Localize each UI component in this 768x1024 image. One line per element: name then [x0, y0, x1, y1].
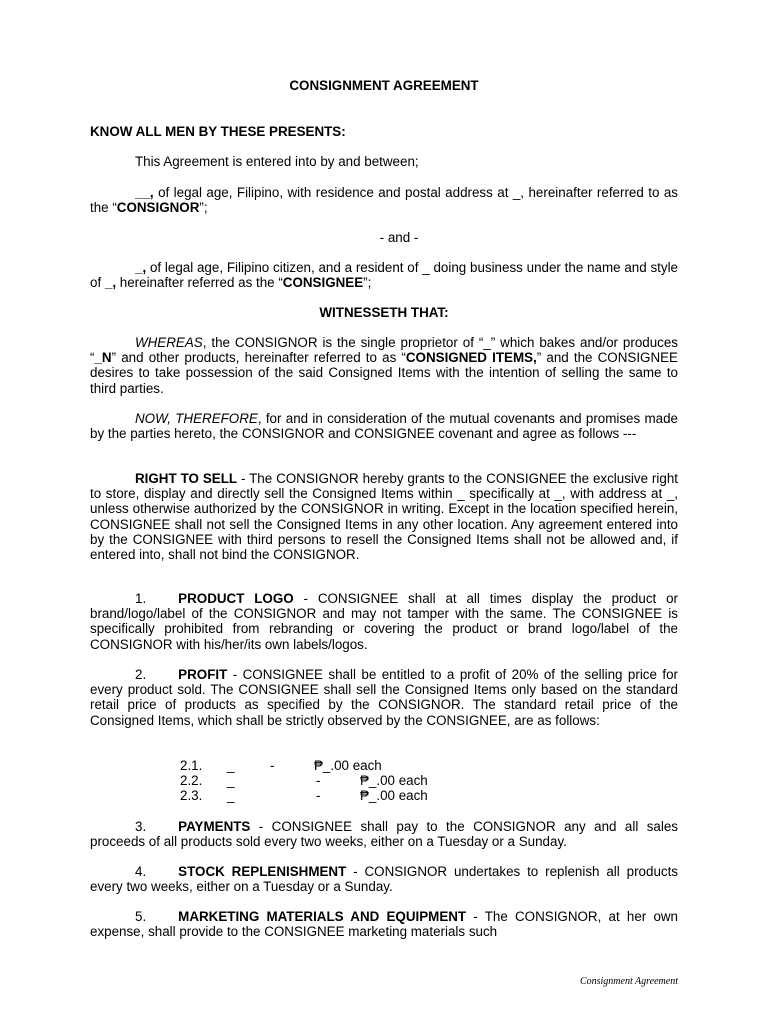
and-separator: - and -	[379, 230, 419, 245]
consignee-end: ”;	[363, 275, 372, 291]
marketing-paragraph	[90, 909, 678, 939]
consignee-paragraph	[90, 260, 678, 290]
price-dash: -	[270, 758, 275, 773]
price-item-blank: _	[227, 758, 235, 773]
section-number: 4.	[135, 864, 147, 879]
product-logo-paragraph	[90, 591, 678, 652]
consignor-text: of legal age, Filipino, with residence and postal address at _, hereinafter referred to as the “	[90, 185, 678, 216]
price-value: ₱_.00 each	[360, 773, 428, 788]
stock-replenishment-text: - CONSIGNOR undertakes to replenish all products every two weeks, either on a Tuesday or a Sunday.	[90, 864, 679, 895]
page-footer: Consignment Agreement	[579, 976, 678, 987]
section-number: 1.	[135, 591, 147, 606]
right-to-sell-text: - The CONSIGNOR hereby grants to the CONSIGNEE the exclusive right to store, display and directly sell the Consigned Items within _ specifically at _, with address at _, unless otherwise authorized by the CONSIGNOR in writing. Except in the location specified herein, CONSIGNEE shall not sell the Consigned Items in any other location. Any agreement entered into by the CONSIGNEE with third persons to resell the Consigned Items shall not be allowed and, if entered into, shall not bind the CONSIGNOR.	[90, 471, 678, 563]
consignor-end: ”;	[199, 200, 208, 216]
consigned-items-term: CONSIGNED ITEMS,	[405, 350, 537, 366]
consignor-paragraph	[90, 185, 678, 215]
price-item-blank: _	[227, 788, 235, 803]
right-to-sell-heading: RIGHT TO SELL	[135, 471, 238, 486]
now-therefore-text: , for and in consideration of the mutual covenants and promises made by the parties hereto, the CONSIGNOR and CONSIGNEE covenant and agree as follows ---	[90, 411, 678, 442]
price-item-blank: _	[227, 773, 235, 788]
profit-heading: PROFIT	[178, 667, 228, 682]
consignee-name-blank: _,	[135, 260, 147, 275]
marketing-text: - The CONSIGNOR, at her own expense, shall provide to the CONSIGNEE marketing materials such	[90, 909, 679, 940]
profit-paragraph	[90, 667, 678, 728]
price-number: 2.2.	[180, 773, 203, 788]
profit-text: - CONSIGNEE shall be entitled to a profit of 20% of the selling price for every product sold. The CONSIGNEE shall sell the Consigned Items only based on the standard retail price of products as specified by the CONSIGNOR. The standard retail price of the Consigned Items, which shall be strictly observed by the CONSIGNEE, are as follows:	[90, 667, 678, 728]
section-number: 3.	[135, 819, 147, 834]
know-all-heading: KNOW ALL MEN BY THESE PRESENTS:	[90, 124, 346, 139]
now-therefore-lead: NOW, THEREFORE	[135, 411, 258, 426]
whereas-text-3: ” and the CONSIGNEE desires to take possession of the said Consigned Items with the intention of selling the same to third parties.	[90, 350, 678, 396]
consignee-text-2: hereinafter referred as the “	[116, 275, 283, 291]
marketing-heading: MARKETING MATERIALS AND EQUIPMENT	[178, 909, 467, 924]
product-logo-heading: PRODUCT LOGO	[178, 591, 294, 606]
payments-paragraph	[90, 819, 678, 849]
consignee-role: CONSIGNEE	[282, 275, 364, 291]
document-title: CONSIGNMENT AGREEMENT	[289, 78, 479, 93]
product-logo-text: - CONSIGNEE shall at all times display the product or brand/logo/label of the CONSIGNOR and may not tamper with the same. The CONSIGNEE is specifically prohibited from rebranding or covering the product or brand logo/label of the CONSIGNOR with his/her/its own labels/logos.	[90, 591, 679, 652]
payments-heading: PAYMENTS	[178, 819, 251, 834]
intro-paragraph: This Agreement is entered into by and between;	[135, 154, 419, 169]
stock-replenishment-paragraph	[90, 864, 678, 894]
section-number: 5.	[135, 909, 147, 924]
consignee-business-blank: _,	[104, 275, 117, 291]
payments-text: - CONSIGNEE shall pay to the CONSIGNOR any and all sales proceeds of all products sold every two weeks, either on a Tuesday or a Sunday.	[90, 819, 678, 850]
consignor-role: CONSIGNOR	[116, 200, 200, 216]
price-number: 2.3.	[180, 788, 203, 803]
stock-replenishment-heading: STOCK REPLENISHMENT	[178, 864, 347, 879]
consignee-text-1: of legal age, Filipino citizen, and a resident of _ doing business under the name and style of	[90, 260, 678, 291]
price-value: ₱_.00 each	[360, 788, 428, 803]
price-dash: -	[316, 788, 321, 803]
product-name-blank: _N	[94, 350, 112, 366]
whereas-text-2: ” and other products, hereinafter referred to as “	[111, 350, 406, 366]
price-number: 2.1.	[180, 758, 203, 773]
whereas-text-1: , the CONSIGNOR is the single proprietor of “_” which bakes and/or produces “	[90, 335, 678, 366]
right-to-sell-paragraph	[90, 471, 678, 562]
section-number: 2.	[135, 667, 147, 682]
now-therefore-paragraph	[90, 411, 678, 441]
whereas-paragraph	[90, 335, 678, 396]
price-value: ₱_.00 each	[314, 758, 382, 773]
consignor-name-blank: __,	[135, 185, 154, 200]
price-dash: -	[316, 773, 321, 788]
whereas-lead: WHEREAS	[135, 335, 203, 350]
witnesseth-heading: WITNESSETH THAT:	[319, 305, 449, 320]
